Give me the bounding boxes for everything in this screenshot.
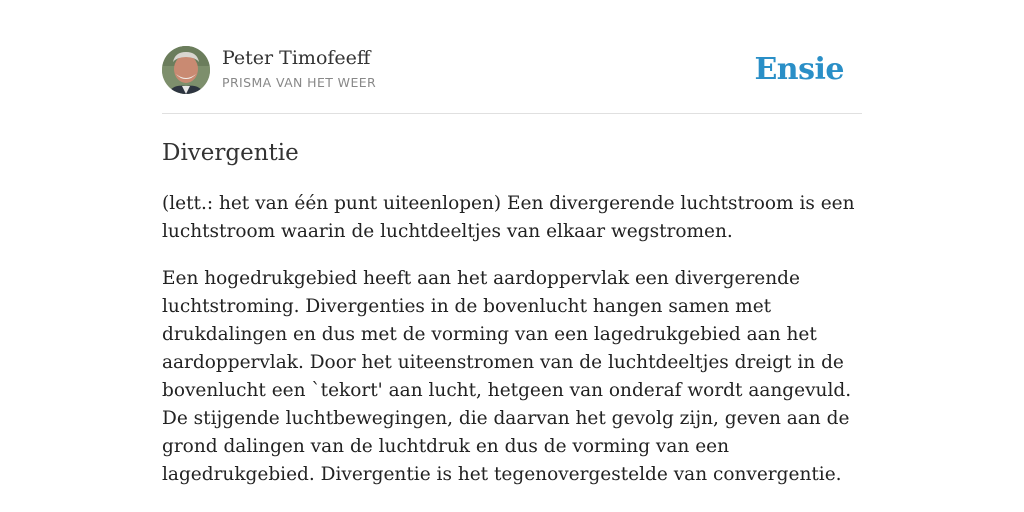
author-info — [222, 46, 376, 90]
author-subtitle[interactable]: PRISMA VAN HET WEER — [222, 75, 377, 90]
entry-title: Divergentie — [162, 140, 299, 166]
card-header — [162, 46, 862, 114]
avatar[interactable] — [162, 46, 210, 94]
entry-paragraph-1: (lett.: het van één punt uiteenlopen) Een divergerende luchtstroom is een luchtstroom waarin de luchtdeeltjes van elkaar wegstromen. — [162, 193, 855, 242]
author-name[interactable]: Peter Timofeeff — [222, 47, 371, 69]
ensie-logo[interactable]: Ensie — [754, 52, 844, 87]
avatar-portrait-icon — [162, 46, 210, 94]
entry-card — [162, 46, 862, 489]
entry-paragraph-2: Een hogedrukgebied heeft aan het aardoppervlak een divergerende luchtstroming. Divergenties in de bovenlucht hangen samen met drukdalingen en dus met de vorming van een lagedrukgebied aan het aardoppervlak. Door het uiteenstromen van de luchtdeeltjes dreigt in de bovenlucht een `tekort' aan lucht, hetgeen van onderaf wordt aangevuld. De stijgende luchtbewegingen, die daarvan het gevolg zijn, geven aan de grond dalingen van de luchtdruk en dus de vorming van een lagedrukgebied. Divergentie is het tegenovergestelde van convergentie. — [162, 268, 852, 485]
